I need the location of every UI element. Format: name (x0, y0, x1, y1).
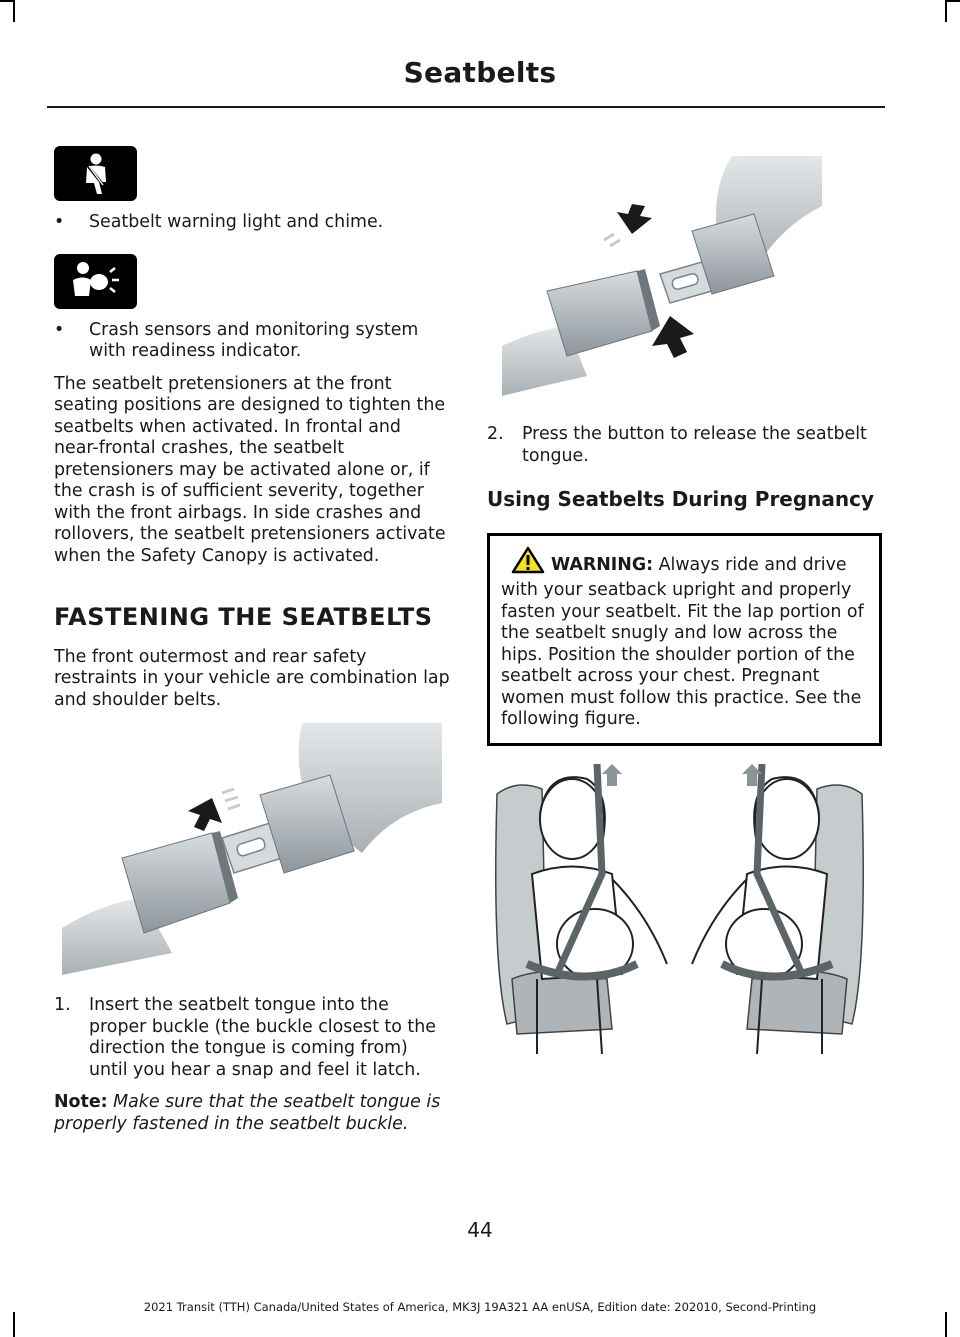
warning-triangle-icon (511, 546, 545, 581)
crop-mark (13, 1312, 15, 1337)
note (54, 1092, 450, 1135)
header-divider (47, 106, 885, 108)
crop-mark (13, 0, 15, 22)
note-label: Note: (54, 1092, 108, 1112)
page-number: 44 (467, 1218, 493, 1242)
footer-text: 2021 Transit (TTH) Canada/United States of America, MK3J 19A321 AA enUSA, Edition date: 202010, Second-Printing (143, 1300, 817, 1314)
bullet-text: Crash sensors and monitoring system with readiness indicator. (89, 319, 419, 361)
insert-seatbelt-illustration (62, 723, 442, 977)
page-title: Seatbelts (403, 56, 557, 89)
seated-figure-right (692, 764, 863, 1054)
airbag-readiness-icon (54, 254, 137, 309)
crop-mark (945, 1312, 947, 1337)
list-item: 2. Press the button to release the seatbelt tongue. (487, 424, 882, 467)
step-text: Press the button to release the seatbelt tongue. (522, 424, 867, 466)
right-column (487, 146, 882, 1054)
section-title: FASTENING THE SEATBELTS (54, 603, 433, 631)
note-text: Make sure that the seatbelt tongue is properly fastened in the seatbelt buckle. (54, 1092, 441, 1134)
warning-box (487, 533, 882, 746)
crop-mark (0, 0, 14, 2)
warning-label: WARNING: (551, 554, 654, 575)
list-item: • Seatbelt warning light and chime. (54, 212, 384, 232)
list-item: 1. Insert the seatbelt tongue into the proper buckle (the buckle closest to the direction the tongue is coming from) until you hear a snap and feel it latch. (54, 995, 450, 1081)
step-text: Insert the seatbelt tongue into the proper buckle (the buckle closest to the direction the tongue is coming from) until you hear a snap and feel it latch. (89, 995, 436, 1080)
seated-figure-left (496, 764, 667, 1054)
left-column (54, 146, 450, 1135)
release-seatbelt-illustration (492, 146, 872, 400)
restraints-paragraph: The front outermost and rear safety restraints in your vehicle are combination lap and shoulder belts. (54, 646, 450, 710)
pretensioner-paragraph: The seatbelt pretensioners at the front seating positions are designed to tighten the seatbelts when activated. In frontal and near-frontal crashes, the seatbelt pretensioners may be activated alone or, if the crash is of sufficient severity, together with the front airbags. In side crashes and rollovers, the seatbelt pretensioners activate when the Safety Canopy is activated. (54, 373, 446, 566)
subsection-title: Using Seatbelts During Pregnancy (487, 487, 875, 511)
seatbelt-warning-icon (54, 146, 137, 201)
pregnancy-seatbelt-illustration (487, 764, 872, 1054)
warning-text: Always ride and drive with your seatback upright and properly fasten your seatbelt. Fit the lap portion of the seatbelt snugly and low across the hips. Position the shoulder portion of the seatbelt across your chest. Pregnant women must follow this practice. See the following figure. (501, 554, 864, 729)
crop-mark (945, 0, 947, 22)
crop-mark (946, 0, 960, 2)
list-item: • Crash sensors and monitoring system with readiness indicator. (54, 320, 450, 363)
bullet-text: Seatbelt warning light and chime. (89, 212, 384, 232)
